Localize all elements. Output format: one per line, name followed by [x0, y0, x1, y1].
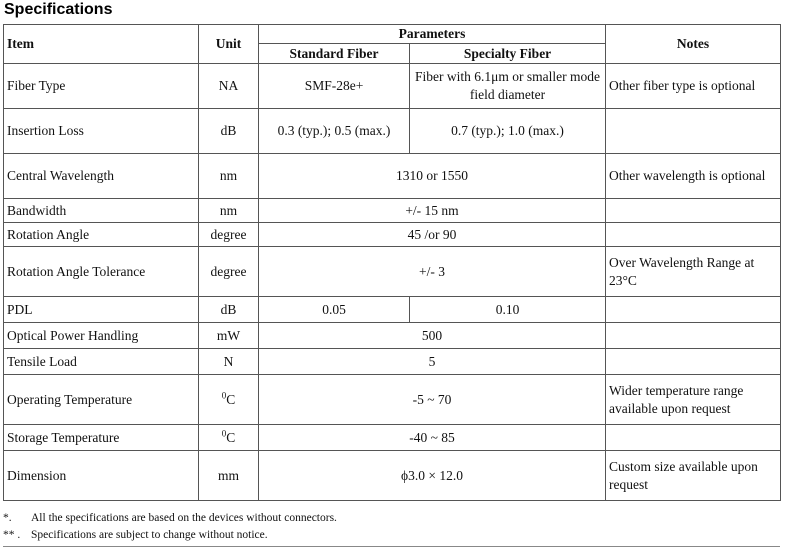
row-value: 1310 or 1550	[259, 154, 606, 199]
footnote	[3, 510, 780, 527]
row-notes	[606, 109, 781, 154]
row-value: 5	[259, 349, 606, 375]
table-row	[4, 199, 781, 223]
footnotes	[3, 510, 780, 544]
row-notes	[606, 297, 781, 323]
unit-text: C	[226, 429, 236, 445]
row-item: Bandwidth	[4, 199, 199, 223]
row-unit: mW	[199, 323, 259, 349]
row-specialty-value: Fiber with 6.1μm or smaller mode field diameter	[410, 64, 606, 109]
row-unit: degree	[199, 223, 259, 247]
table-row	[4, 425, 781, 451]
unit-text: C	[226, 391, 236, 407]
row-item: Dimension	[4, 451, 199, 501]
row-item: Optical Power Handling	[4, 323, 199, 349]
table-row	[4, 323, 781, 349]
row-unit	[199, 375, 259, 425]
row-item: PDL	[4, 297, 199, 323]
row-unit	[199, 425, 259, 451]
row-notes	[606, 323, 781, 349]
specifications-table	[3, 24, 781, 501]
unit-superscript: 0	[221, 390, 227, 400]
table-row	[4, 451, 781, 501]
row-item: Central Wavelength	[4, 154, 199, 199]
row-item: Insertion Loss	[4, 109, 199, 154]
row-notes: Other fiber type is optional	[606, 64, 781, 109]
row-unit: nm	[199, 154, 259, 199]
table-row	[4, 154, 781, 199]
header-parameters: Parameters	[259, 25, 606, 44]
row-value: 500	[259, 323, 606, 349]
row-value: 45 /or 90	[259, 223, 606, 247]
row-specialty-value: 0.7 (typ.); 1.0 (max.)	[410, 109, 606, 154]
header-row	[4, 25, 781, 44]
footnote-mark: ** .	[3, 529, 21, 541]
row-unit: mm	[199, 451, 259, 501]
row-item: Fiber Type	[4, 64, 199, 109]
page-title: Specifications	[4, 1, 113, 18]
table-row	[4, 223, 781, 247]
row-value: -40 ~ 85	[259, 425, 606, 451]
row-item: Storage Temperature	[4, 425, 199, 451]
table-row	[4, 375, 781, 425]
header-specialty-fiber: Specialty Fiber	[410, 44, 606, 64]
row-value: +/- 15 nm	[259, 199, 606, 223]
row-item: Operating Temperature	[4, 375, 199, 425]
footnote-text: All the specifications are based on the devices without connectors.	[31, 512, 337, 524]
row-notes: Custom size available upon request	[606, 451, 781, 501]
row-unit: N	[199, 349, 259, 375]
table-row	[4, 349, 781, 375]
footnote	[3, 527, 780, 544]
header-notes: Notes	[606, 25, 781, 64]
row-unit: degree	[199, 247, 259, 297]
header-item: Item	[4, 25, 199, 64]
row-unit: nm	[199, 199, 259, 223]
row-notes	[606, 425, 781, 451]
table-row	[4, 297, 781, 323]
row-unit: NA	[199, 64, 259, 109]
header-standard-fiber: Standard Fiber	[259, 44, 410, 64]
row-value: +/- 3	[259, 247, 606, 297]
row-notes	[606, 199, 781, 223]
row-item: Rotation Angle	[4, 223, 199, 247]
row-specialty-value: 0.10	[410, 297, 606, 323]
row-item: Tensile Load	[4, 349, 199, 375]
footnote-mark: *.	[3, 512, 12, 524]
row-notes	[606, 349, 781, 375]
row-notes	[606, 223, 781, 247]
row-unit: dB	[199, 297, 259, 323]
row-notes: Over Wavelength Range at 23°C	[606, 247, 781, 297]
row-unit: dB	[199, 109, 259, 154]
row-standard-value: 0.05	[259, 297, 410, 323]
row-standard-value: 0.3 (typ.); 0.5 (max.)	[259, 109, 410, 154]
footer-divider	[3, 546, 780, 547]
row-standard-value: SMF-28e+	[259, 64, 410, 109]
footnote-text: Specifications are subject to change without notice.	[31, 529, 268, 541]
row-value: ϕ3.0 × 12.0	[259, 451, 606, 501]
table-row	[4, 247, 781, 297]
table-row	[4, 109, 781, 154]
row-value: -5 ~ 70	[259, 375, 606, 425]
header-unit: Unit	[199, 25, 259, 64]
table-row	[4, 64, 781, 109]
row-notes: Other wavelength is optional	[606, 154, 781, 199]
unit-superscript: 0	[221, 428, 227, 438]
row-item: Rotation Angle Tolerance	[4, 247, 199, 297]
row-notes: Wider temperature range available upon request	[606, 375, 781, 425]
